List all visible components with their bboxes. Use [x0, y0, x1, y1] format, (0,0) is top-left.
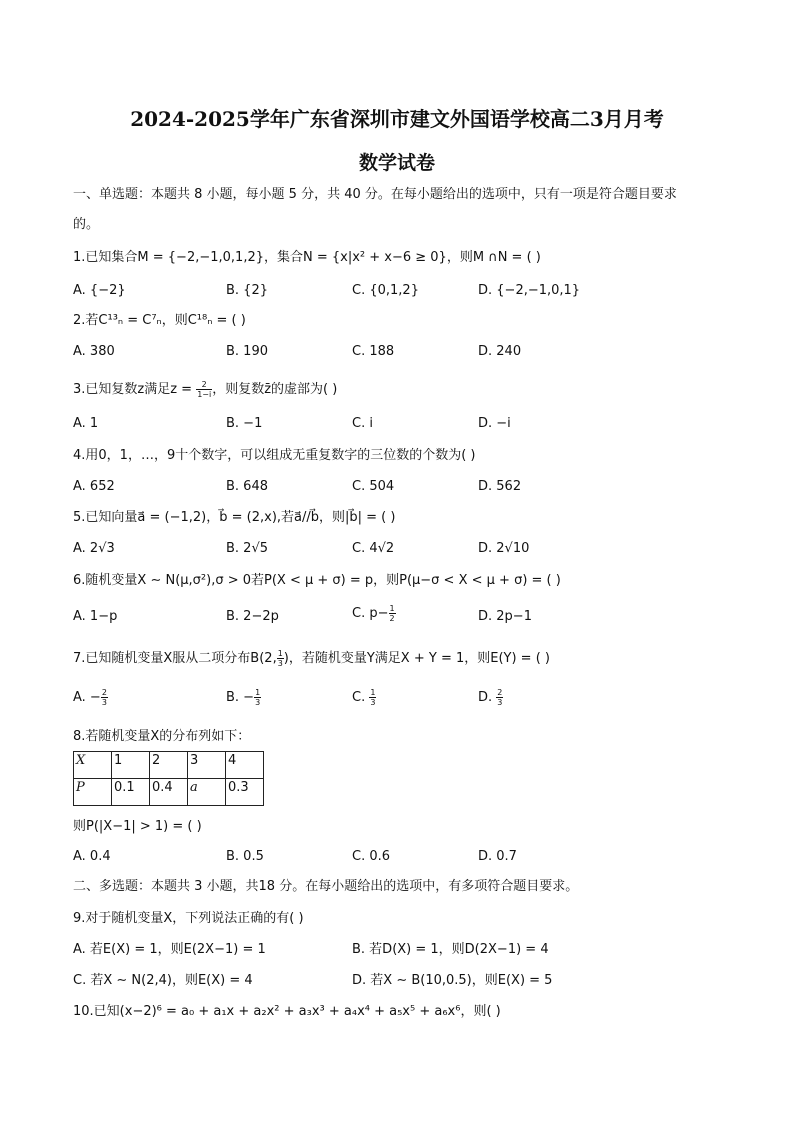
q2-option-c: C. 188	[352, 344, 395, 359]
q5-stem: 5.已知向量a⃗ = (−1,2)，b⃗ = (2,x),若a⃗//b⃗，则|b⃗| = ( )	[73, 510, 396, 525]
q9-option-b: B. 若D(X) = 1，则D(2X−1) = 4	[352, 942, 549, 957]
q7-frac-num: 1	[277, 649, 283, 658]
q1-option-a: A. {−2}	[73, 283, 126, 298]
q8-cell: 3	[188, 752, 226, 779]
q3-stem	[73, 380, 337, 399]
q7-c-den: 3	[370, 698, 376, 707]
q8-option-d: D. 0.7	[478, 849, 517, 864]
q8-cell: 2	[150, 752, 188, 779]
q8-cell: X	[74, 752, 112, 779]
q8-cell: 1	[112, 752, 150, 779]
q3-option-a: A. 1	[73, 416, 99, 431]
q1-option-c: C. {0,1,2}	[352, 283, 419, 298]
q6-option-a: A. 1−p	[73, 609, 118, 624]
q5-option-c: C. 4√2	[352, 541, 395, 556]
q7-d-frac	[496, 688, 503, 707]
q4-option-c: C. 504	[352, 479, 395, 494]
q7-option-d	[478, 688, 503, 707]
q7-b-frac	[254, 688, 261, 707]
q3-frac-den: 1−i	[197, 390, 212, 399]
q4-option-d: D. 562	[478, 479, 522, 494]
q7-d-num: 2	[497, 688, 503, 697]
q3-stem-pre: 3.已知复数z满足z =	[73, 382, 193, 397]
section1-heading-cont: 的。	[73, 217, 100, 232]
q7-a-num: 2	[101, 688, 107, 697]
section1-heading: 一、单选题：本题共 8 小题，每小题 5 分，共 40 分。在每小题给出的选项中，只有一项是符合题目要求	[73, 187, 677, 202]
q5-option-b: B. 2√5	[226, 541, 269, 556]
q1-stem: 1.已知集合M = {−2,−1,0,1,2}，集合N = {x|x² + x−6 ≥ 0}，则M ∩N = ( )	[73, 250, 541, 265]
q6-c-den: 2	[389, 614, 395, 623]
q9-option-c: C. 若X ∼ N(2,4)，则E(X) = 4	[73, 973, 253, 988]
q6-option-d: D. 2p−1	[478, 609, 532, 624]
q7-c-num: 1	[370, 688, 376, 697]
q8-distribution-table	[73, 751, 264, 806]
section2-heading: 二、多选题：本题共 3 小题，共18 分。在每小题给出的选项中，有多项符合题目要求。	[73, 879, 579, 894]
q7-c-pre: C.	[352, 690, 370, 705]
q8-cell: 4	[226, 752, 264, 779]
q7-c-frac	[369, 688, 376, 707]
q7-b-pre: B. −	[226, 690, 255, 705]
q7-b-num: 1	[255, 688, 261, 697]
q2-stem: 2.若C¹³ₙ = C⁷ₙ，则C¹⁸ₙ = ( )	[73, 313, 246, 328]
exam-subtitle: 数学试卷	[358, 152, 435, 174]
q8-stem: 8.若随机变量X的分布列如下：	[73, 729, 251, 744]
q7-d-den: 3	[497, 698, 503, 707]
q6-option-c-pre: C. p−	[352, 606, 389, 621]
q2-option-d: D. 240	[478, 344, 522, 359]
q7-option-a	[73, 688, 108, 707]
q5-option-a: A. 2√3	[73, 541, 115, 556]
q8-cell: P	[74, 779, 112, 806]
q9-option-a: A. 若E(X) = 1，则E(2X−1) = 1	[73, 942, 266, 957]
q1-option-d: D. {−2,−1,0,1}	[478, 283, 581, 298]
q3-option-d: D. −i	[478, 416, 511, 431]
q7-stem	[73, 649, 550, 668]
q3-option-b: B. −1	[226, 416, 263, 431]
q4-option-a: A. 652	[73, 479, 115, 494]
q7-option-b	[226, 688, 261, 707]
q8-option-b: B. 0.5	[226, 849, 264, 864]
q8-table-row-p	[74, 779, 264, 806]
q8-option-a: A. 0.4	[73, 849, 111, 864]
q1-option-b: B. {2}	[226, 283, 268, 298]
q2-option-b: B. 190	[226, 344, 268, 359]
q7-b-den: 3	[255, 698, 261, 707]
q6-option-c	[352, 604, 396, 623]
q8-cell: 0.1	[112, 779, 150, 806]
q8-table-row-x	[74, 752, 264, 779]
q9-stem: 9.对于随机变量X，下列说法正确的有( )	[73, 911, 304, 926]
q7-d-pre: D.	[478, 690, 497, 705]
q7-fraction	[277, 649, 284, 668]
q4-stem: 4.用0，1，…，9十个数字，可以组成无重复数字的三位数的个数为( )	[73, 448, 476, 463]
q4-option-b: B. 648	[226, 479, 268, 494]
q6-stem: 6.随机变量X ∼ N(μ,σ²),σ > 0若P(X < μ + σ) = p，则P(μ−σ < X < μ + σ) = ( )	[73, 573, 561, 588]
q9-option-d: D. 若X ∼ B(10,0.5)，则E(X) = 5	[352, 973, 553, 988]
q3-option-c: C. i	[352, 416, 373, 431]
q3-frac-num: 2	[196, 380, 212, 390]
q7-stem-post: )，若随机变量Y满足X + Y = 1，则E(Y) = ( )	[283, 651, 550, 666]
q7-a-pre: A. −	[73, 690, 101, 705]
q7-option-c	[352, 688, 376, 707]
q6-c-num: 1	[389, 604, 395, 613]
q7-a-frac	[101, 688, 108, 707]
q8-cell: 0.4	[150, 779, 188, 806]
q6-option-c-frac	[389, 604, 396, 623]
q5-option-d: D. 2√10	[478, 541, 530, 556]
q8-cell: 0.3	[226, 779, 264, 806]
q7-a-den: 3	[101, 698, 107, 707]
q10-stem: 10.已知(x−2)⁶ = a₀ + a₁x + a₂x² + a₃x³ + a₄x⁴ + a₅x⁵ + a₆x⁶，则( )	[73, 1004, 501, 1019]
q7-frac-den: 3	[277, 659, 283, 668]
q6-option-b: B. 2−2p	[226, 609, 279, 624]
q8-question: 则P(|X−1| > 1) = ( )	[73, 819, 202, 834]
q8-option-c: C. 0.6	[352, 849, 391, 864]
q3-fraction	[196, 380, 212, 399]
q2-option-a: A. 380	[73, 344, 115, 359]
q8-cell: a	[188, 779, 226, 806]
q7-stem-pre: 7.已知随机变量X服从二项分布B(2,	[73, 651, 277, 666]
q3-stem-post: ，则复数z̄的虚部为( )	[212, 382, 338, 397]
exam-title: 2024-2025学年广东省深圳市建文外国语学校高二3月月考	[130, 107, 664, 131]
